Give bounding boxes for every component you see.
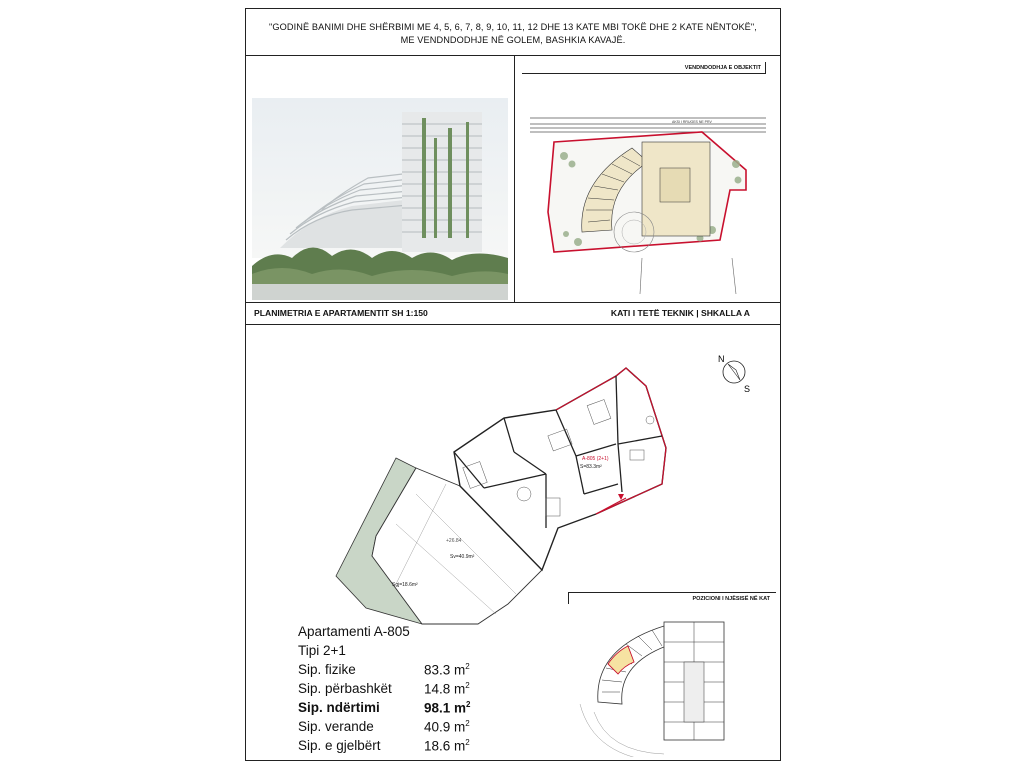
compass-south: S	[744, 384, 751, 394]
unit-position-panel	[568, 592, 776, 757]
area-value: 18.6 $m^2$	[424, 738, 470, 754]
area-row	[298, 662, 528, 680]
position-title: POZICIONI I NJËSISË NË KAT	[568, 592, 776, 604]
area-value: 40.9 $m^2$	[424, 719, 470, 735]
veranda-area-label: Sv=40.9m²	[450, 554, 475, 560]
elevation-label: +26.84	[446, 538, 462, 544]
area-row	[298, 719, 528, 737]
area-key: Sip. ndërtimi	[298, 700, 380, 715]
project-header	[246, 9, 780, 56]
area-row	[298, 738, 528, 756]
compass-north: N	[718, 354, 725, 364]
area-key: Sip. e gjelbërt	[298, 738, 381, 753]
unit-label: A-805 (2+1)	[582, 456, 609, 462]
floor-title: KATI I TETË TEKNIK | SHKALLA A	[610, 308, 750, 318]
building-render-image	[252, 98, 508, 300]
section-title-row	[246, 302, 780, 325]
top-band	[246, 56, 780, 303]
plan-scale-title: PLANIMETRIA E APARTAMENTIT SH 1:150	[254, 308, 428, 318]
site-plan-drawing	[522, 62, 766, 294]
area-key: Sip. verande	[298, 719, 374, 734]
unit-area-label: S=83.3m²	[580, 464, 602, 470]
apartment-title: Apartamenti A-805	[298, 624, 410, 639]
green-area-label: Sgj=18.6m²	[392, 582, 418, 588]
location-map-panel	[522, 62, 766, 294]
area-value: 83.3 $m^2$	[424, 662, 470, 678]
area-value: 14.8 $m^2$	[424, 681, 470, 697]
compass-icon	[718, 354, 750, 394]
project-title-line2: ME VENDNDODHJE NË GOLEM, BASHKIA KAVAJË.	[400, 35, 626, 45]
area-key: Sip. fizike	[298, 662, 356, 677]
area-row	[298, 681, 528, 699]
area-row	[298, 700, 528, 718]
area-key: Sip. përbashkët	[298, 681, 392, 696]
divider-vertical	[514, 56, 515, 302]
location-title: VENDNDODHJA E OBJEKTIT	[522, 62, 766, 74]
project-title-line1: "GODINË BANIMI DHE SHËRBIMI ME 4, 5, 6, 7, 8, 9, 10, 11, 12 DHE 13 KATE MBI TOKË DHE 2 KATE NËNTOKË",	[269, 22, 757, 32]
road-label: AKSI I RRUGES NE PRV	[672, 120, 712, 124]
area-value: 98.1 $m^2$	[424, 700, 471, 716]
position-diagram	[568, 592, 776, 757]
apartment-type: Tipi 2+1	[298, 643, 346, 658]
drawing-sheet	[245, 8, 781, 761]
